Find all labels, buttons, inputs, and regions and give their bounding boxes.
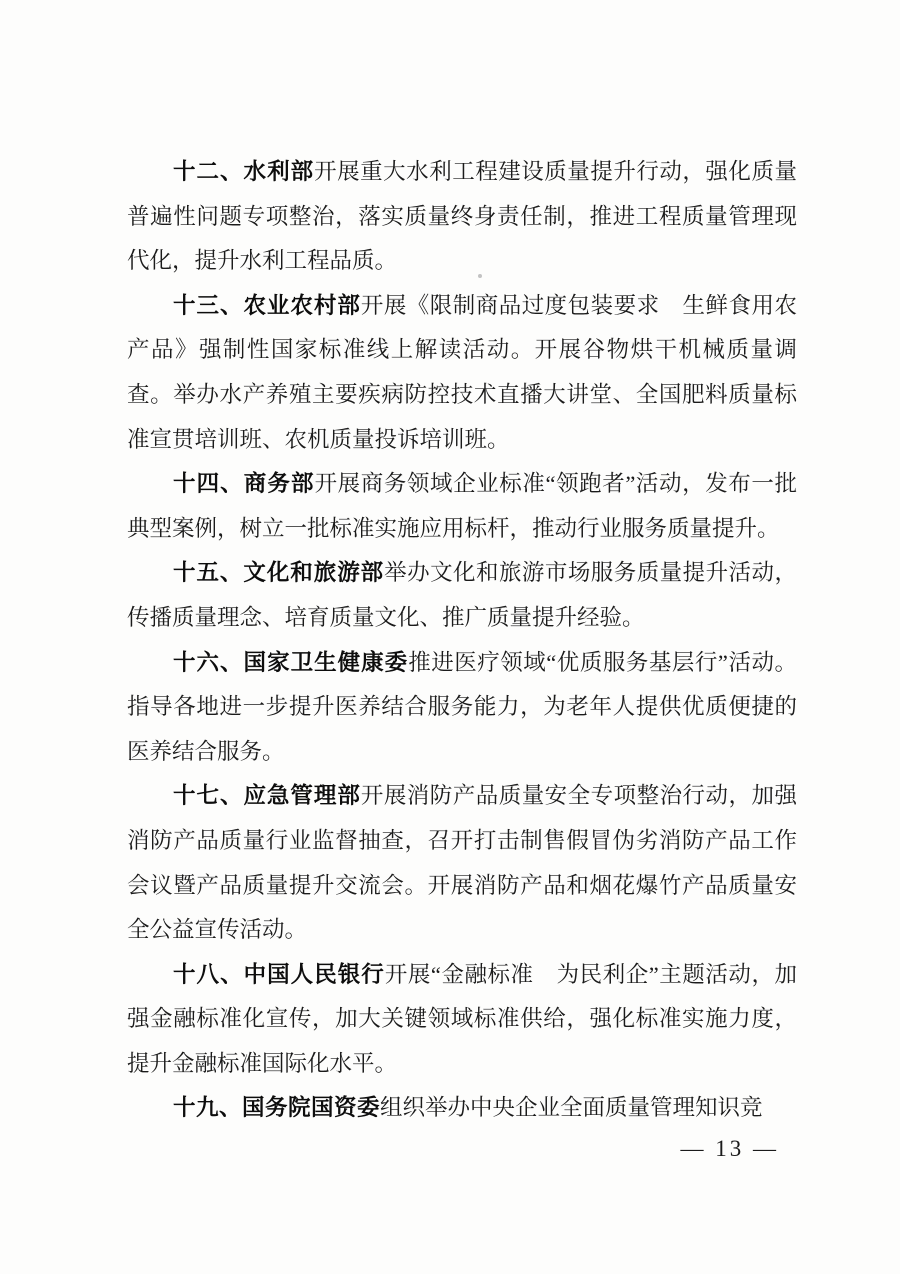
paragraph-17	[127, 774, 797, 952]
ministry-lead: 十七、应急管理部	[173, 783, 361, 809]
scan-speck	[478, 274, 482, 278]
ministry-lead: 十六、国家卫生健康委	[173, 649, 409, 675]
paragraph-text: 开展重大水利工程建设质量提升行动，强化质量普遍性问题专项整治，落实质量终身责任制，推进工程质量管理现代化，提升水利工程品质。	[127, 159, 797, 274]
ministry-lead: 十三、农业农村部	[173, 292, 361, 318]
paragraph-16	[127, 641, 797, 775]
paragraph-text: 组织举办中央企业全面质量管理知识竞	[380, 1095, 763, 1121]
paragraph-text: 开展商务领域企业标准“领跑者”活动，发布一批典型案例，树立一批标准实施应用标杆，推动行业服务质量提升。	[127, 471, 797, 541]
ministry-lead: 十四、商务部	[173, 471, 315, 497]
ministry-lead: 十八、中国人民银行	[173, 961, 385, 987]
ministry-lead: 十二、水利部	[173, 159, 315, 184]
paragraph-12	[127, 150, 797, 284]
paragraph-text: 开展“金融标准 为民利企”主题活动，加强金融标准化宣传，加大关键领域标准供给，强化标准实施力度，提升金融标准国际化水平。	[127, 961, 797, 1076]
paragraph-13	[127, 284, 797, 462]
paragraph-19	[127, 1086, 797, 1131]
ministry-lead: 十五、文化和旅游部	[173, 560, 385, 586]
paragraph-text: 开展消防产品质量安全专项整治行动，加强消防产品质量行业监督抽查，召开打击制售假冒伪劣消防产品工作会议暨产品质量提升交流会。开展消防产品和烟花爆竹产品质量安全公益宣传活动。	[127, 783, 797, 943]
paragraph-18	[127, 953, 797, 1087]
paragraph-text: 开展《限制商品过度包装要求 生鲜食用农产品》强制性国家标准线上解读活动。开展谷物烘干机械质量调查。举办水产养殖主要疾病防控技术直播大讲堂、全国肥料质量标准宣贯培训班、农机质量投诉培训班。	[127, 292, 797, 452]
paragraph-text: 推进医疗领域“优质服务基层行”活动。指导各地进一步提升医养结合服务能力，为老年人提供优质便捷的医养结合服务。	[127, 649, 797, 764]
paragraph-14	[127, 462, 797, 551]
ministry-lead: 十九、国务院国资委	[173, 1095, 381, 1121]
document-body	[127, 150, 797, 1131]
paragraph-text: 举办文化和旅游市场服务质量提升活动，传播质量理念、培育质量文化、推广质量提升经验。	[127, 560, 797, 630]
page-number: — 13 —	[680, 1136, 779, 1161]
paragraph-15	[127, 551, 797, 640]
